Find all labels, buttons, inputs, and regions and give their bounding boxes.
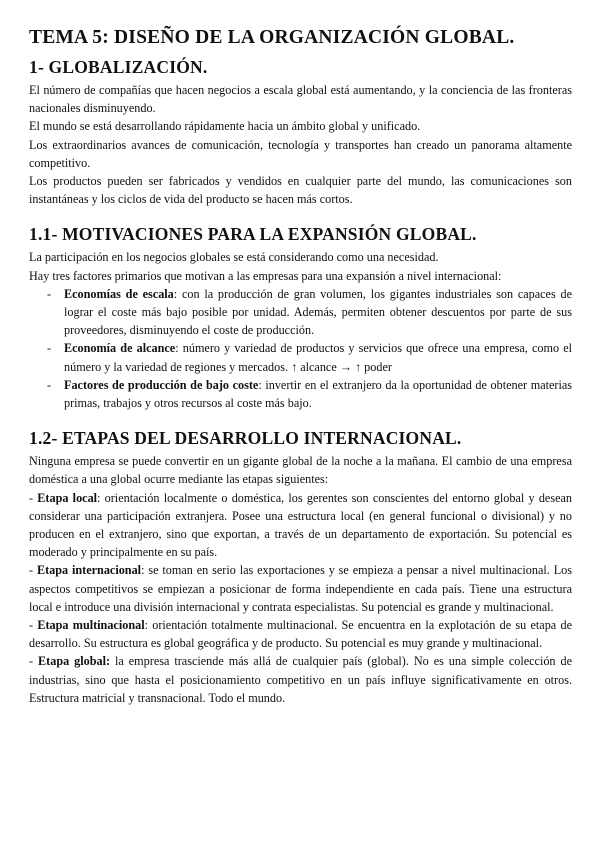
stage-term: Etapa multinacional	[37, 618, 145, 633]
stage-text: : orientación localmente o doméstica, los gerentes son conscientes del entorno global y desean considerar una participación extranjera. Posee una estructura local (en general funcional o divisional) y no producen en el extranjero, sino que exportan, a través de un departamento de exportación. Su potencial es moderado y principalmente en su país.	[29, 490, 572, 560]
section-globalizacion	[29, 56, 572, 208]
stage-text: : orientación totalmente multinacional. Se encuentra en la explotación de su etapa de desarrollo. Su estructura es global geográfica y de producto. Su potencial es muy grande y multinacional.	[29, 618, 573, 651]
page-title: TEMA 5: DISEÑO DE LA ORGANIZACIÓN GLOBAL.	[29, 27, 515, 48]
stage-paragraph	[29, 652, 572, 707]
section-heading: 1.1- MOTIVACIONES PARA LA EXPANSIÓN GLOBAL.	[29, 224, 477, 245]
paragraph: Hay tres factores primarios que motivan a las empresas para una expansión a nivel internacional:	[29, 268, 502, 283]
list-item	[47, 339, 572, 375]
item-text: : con la producción de gran volumen, los gigantes industriales son capaces de lograr el coste más bajo posible por unidad. Además, permiten obtener descuentos por parte de sus proveedores, disminuyendo el coste de producción.	[64, 286, 573, 338]
stage-term: Etapa global:	[38, 654, 111, 669]
stage-paragraph	[29, 616, 572, 652]
list-item	[47, 376, 573, 412]
stage-prefix: -	[29, 490, 38, 505]
stage-prefix: -	[29, 654, 39, 669]
section-heading: 1- GLOBALIZACIÓN.	[29, 57, 208, 77]
stage-term: Etapa internacional	[36, 563, 142, 578]
stage-prefix: -	[29, 618, 38, 633]
paragraph: Los extraordinarios avances de comunicación, tecnología y transportes han creado un panorama altamente competitivo.	[29, 137, 572, 170]
item-text: : invertir en el extranjero da la oportunidad de obtener materias primas, trabajos y otros recursos al coste más bajo.	[64, 377, 573, 411]
motivations-list	[29, 285, 572, 412]
paragraph: La participación en los negocios globales se está considerando como una necesidad.	[29, 250, 439, 265]
item-text: : número y variedad de productos y servicios que ofrece una empresa, como el número y la variedad de regiones y mercados. ↑ alcance → ↑ poder	[64, 341, 572, 374]
stage-paragraph	[29, 561, 572, 616]
section-heading: 1.2- ETAPAS DEL DESARROLLO INTERNACIONAL.	[29, 428, 462, 449]
list-dash: -	[47, 286, 52, 301]
stage-text: la empresa trasciende más allá de cualquier país (global). No es una simple colección de industrias, sino que hasta el posicionamiento competitivo en un país influye significativamente en otros. Estructura matricial y transnacional. Todo el mundo.	[29, 654, 572, 705]
paragraph: Los productos pueden ser fabricados y vendidos en cualquier parte del mundo, las comunicaciones son instantáneas y los ciclos de vida del producto se hacen más cortos.	[29, 174, 572, 207]
list-dash: -	[47, 377, 52, 392]
section-etapas	[29, 427, 572, 707]
paragraph: El mundo se está desarrollando rápidamente hacia un ámbito global y unificado.	[29, 119, 421, 134]
item-term: Factores de producción de bajo coste	[64, 377, 259, 392]
list-item	[47, 285, 573, 340]
stage-text: : se toman en serio las exportaciones y se empieza a pensar a nivel multinacional. Los aspectos competitivos se empiezan a posicionar de forma independiente en cada país. Tiene una estructura local e introduce una división internacional y contrata especialistas. Su potencial es grande y multinacional.	[29, 563, 573, 614]
stage-prefix: -	[29, 563, 37, 578]
stage-paragraph	[29, 489, 572, 562]
paragraph: Ninguna empresa se puede convertir en un gigante global de la noche a la mañana. El cambio de una empresa doméstica a una global ocurre mediante las etapas siguientes:	[29, 454, 572, 487]
item-term: Economías de escala	[64, 286, 174, 301]
list-dash: -	[47, 341, 52, 356]
stage-term: Etapa local	[37, 490, 98, 505]
item-term: Economía de alcance	[64, 341, 176, 356]
paragraph: El número de compañías que hacen negocios a escala global está aumentando, y la conciencia de las fronteras nacionales disminuyendo.	[29, 83, 572, 116]
section-motivaciones	[29, 223, 572, 412]
